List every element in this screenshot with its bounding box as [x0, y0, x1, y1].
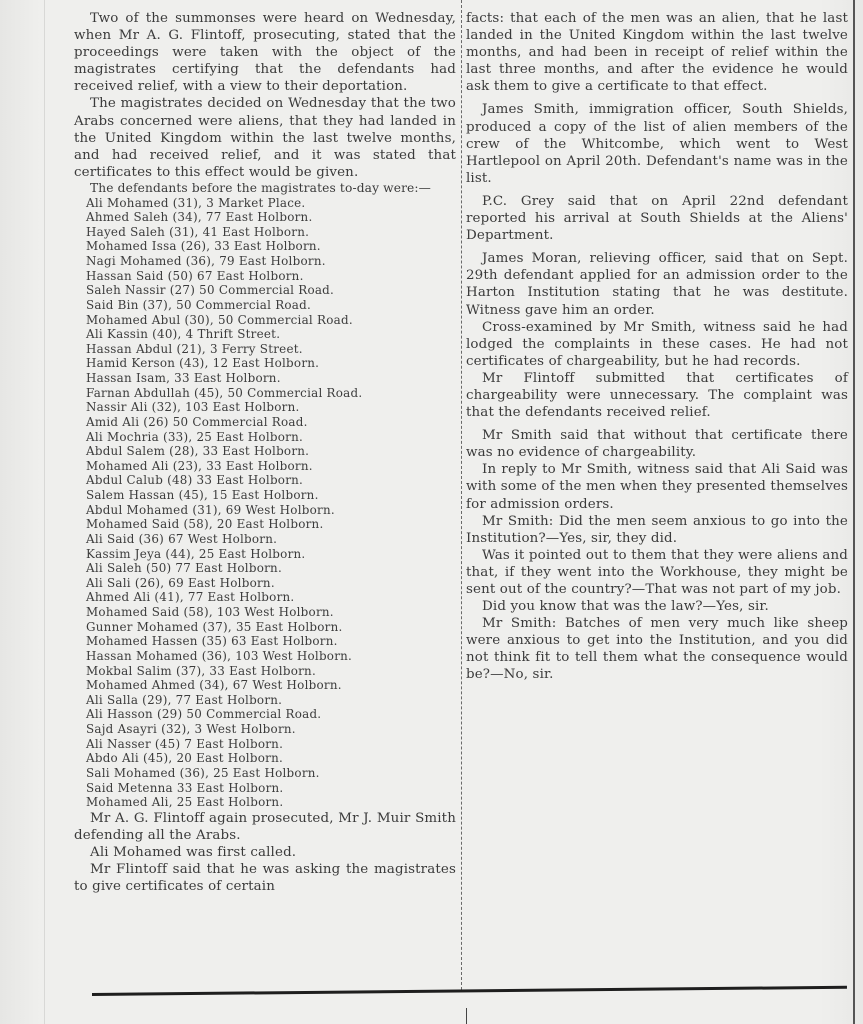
defendant-entry: Mohamed Said (58), 20 East Holborn. — [86, 517, 324, 532]
page-edge-shadow — [44, 0, 45, 1024]
defendant-entry: Sali Mohamed (36), 25 East Holborn. — [86, 765, 320, 780]
defendant-entry: Hassan Said (50) 67 East Holborn. — [86, 268, 304, 283]
paragraph: James Moran, relieving officer, said that on Sept. 29th defendant applied for an admission order to the Harton Institution stating that he was destitute. Witness gave him an order. — [466, 251, 848, 318]
paragraph: P.C. Grey said that on April 22nd defendant reported his arrival at South Shields at the Aliens' Department. — [466, 193, 848, 244]
paragraph: Two of the summonses were heard on Wednesday, when Mr A. G. Flintoff, prosecuting, stated that the proceedings were taken with the object of the magistrates certifying that the defendants had received relief, with a view to their deportation. — [74, 11, 456, 95]
defendant-entry: Saleh Nassir (27) 50 Commercial Road. — [86, 283, 335, 298]
defendant-entry: Mohamed Ahmed (34), 67 West Holborn. — [86, 678, 342, 693]
paragraph: Cross-examined by Mr Smith, witness said he had lodged the complaints in these cases. He had not certificates of chargeability, but he had records. — [466, 319, 848, 369]
defendant-entry: Said Metenna 33 East Holborn. — [86, 780, 284, 795]
defendant-entry: Abdul Calub (48) 33 East Holborn. — [86, 473, 304, 488]
defendant-entry: Ali Salla (29), 77 East Holborn. — [86, 692, 283, 707]
paragraph: In reply to Mr Smith, witness said that Ali Said was with some of the men when they presented themselves for admission orders. — [466, 462, 848, 512]
defendant-entry: Hassan Mohamed (36), 103 West Holborn. — [86, 648, 353, 663]
defendant-entry: Mohamed Ali (23), 33 East Holborn. — [86, 458, 313, 473]
paragraph: Did you know that was the law?—Yes, sir. — [482, 599, 769, 615]
defendant-entry: Mohamed Hassen (35) 63 East Holborn. — [86, 634, 338, 649]
defendants-list — [74, 196, 456, 810]
defendant-entry: Ahmed Ali (41), 77 East Holborn. — [86, 590, 295, 605]
defendant-entry: Abdul Salem (28), 33 East Holborn. — [86, 444, 310, 459]
defendant-entry: Abdo Ali (45), 20 East Holborn. — [86, 751, 284, 766]
paragraph: Mr Smith: Did the men seem anxious to go into the Institution?—Yes, sir, they did. — [466, 513, 848, 546]
paragraph: The magistrates decided on Wednesday that the two Arabs concerned were aliens, that they had landed in the United Kingdom within the last twelve months, and had received relief, and it was stated that certificates to this effect would be given. — [74, 96, 456, 180]
defendant-entry: Farnan Abdullah (45), 50 Commercial Road. — [86, 385, 363, 400]
column-rule-continuation — [466, 1008, 467, 1024]
right-column-rule — [853, 0, 855, 1024]
left-column — [74, 10, 456, 895]
defendants-list-intro: The defendants before the magistrates to-day were:— — [90, 180, 432, 195]
defendant-entry: Hassan Isam, 33 East Holborn. — [86, 371, 281, 386]
defendant-entry: Mokbal Salim (37), 33 East Holborn. — [86, 663, 316, 678]
defendant-entry: Ali Said (36) 67 West Holborn. — [86, 531, 278, 546]
defendant-entry: Mohamed Issa (26), 33 East Holborn. — [86, 239, 321, 254]
defendant-entry: Abdul Mohamed (31), 69 West Holborn. — [86, 502, 335, 517]
defendant-entry: Mohamed Said (58), 103 West Holborn. — [86, 605, 334, 620]
defendant-entry: Kassim Jeya (44), 25 East Holborn. — [86, 546, 306, 561]
defendant-entry: Ali Nasser (45) 7 East Holborn. — [86, 736, 284, 751]
defendant-entry: Nassir Ali (32), 103 East Holborn. — [86, 400, 300, 415]
paragraph: Mr A. G. Flintoff again prosecuted, Mr J. Muir Smith defending all the Arabs. — [74, 810, 456, 843]
right-column — [466, 10, 848, 684]
defendant-entry: Sajd Asayri (32), 3 West Holborn. — [86, 722, 296, 737]
defendant-entry: Ali Saleh (50) 77 East Holborn. — [86, 561, 282, 576]
defendant-entry: Salem Hassan (45), 15 East Holborn. — [86, 488, 319, 503]
defendant-entry: Ahmed Saleh (34), 77 East Holborn. — [86, 210, 313, 225]
defendant-entry: Ali Kassin (40), 4 Thrift Street. — [86, 327, 281, 342]
defendant-entry: Hayed Saleh (31), 41 East Holborn. — [86, 224, 310, 239]
defendant-entry: Hamid Kerson (43), 12 East Holborn. — [86, 356, 320, 371]
defendant-entry: Ali Mohamed (31), 3 Market Place. — [86, 195, 306, 210]
paragraph: Mr Flintoff said that he was asking the magistrates to give certificates of certain — [74, 862, 456, 895]
defendant-entry: Nagi Mohamed (36), 79 East Holborn. — [86, 254, 326, 269]
paragraph: Was it pointed out to them that they were aliens and that, if they went into the Workhouse, they might be sent out of the country?—That was not part of my job. — [466, 547, 848, 597]
paragraph: Mr Smith: Batches of men very much like sheep were anxious to get into the Institution, and you did not think fit to tell them what the consequence would be?—No, sir. — [466, 616, 848, 683]
defendant-entry: Hassan Abdul (21), 3 Ferry Street. — [86, 341, 303, 356]
defendant-entry: Amid Ali (26) 50 Commercial Road. — [86, 414, 308, 429]
defendant-entry: Said Bin (37), 50 Commercial Road. — [86, 297, 312, 312]
defendant-entry: Mohamed Abul (30), 50 Commercial Road. — [86, 312, 353, 327]
defendant-entry: Ali Mochria (33), 25 East Holborn. — [86, 429, 304, 444]
column-rule — [461, 0, 463, 990]
defendant-entry: Ali Sali (26), 69 East Holborn. — [86, 575, 275, 590]
defendant-entry: Ali Hasson (29) 50 Commercial Road. — [86, 707, 322, 722]
paragraph: facts: that each of the men was an alien, that he last landed in the United Kingdom within the last twelve months, and had been in receipt of relief within the last three months, and after the evidence he would ask them to give a certificate to that effect. — [466, 11, 848, 95]
paragraph: James Smith, immigration officer, South Shields, produced a copy of the list of alien members of the crew of the Whitcombe, which went to West Hartlepool on April 20th. Defendant's name was in the list. — [466, 102, 848, 186]
defendant-entry: Mohamed Ali, 25 East Holborn. — [86, 795, 284, 810]
defendant-entry: Gunner Mohamed (37), 35 East Holborn. — [86, 619, 343, 634]
paragraph: Mr Flintoff submitted that certificates of chargeability were unnecessary. The complaint was that the defendants received relief. — [466, 370, 848, 421]
paragraph: Ali Mohamed was first called. — [90, 844, 297, 860]
paragraph: Mr Smith said that without that certificate there was no evidence of chargeability. — [466, 428, 848, 461]
